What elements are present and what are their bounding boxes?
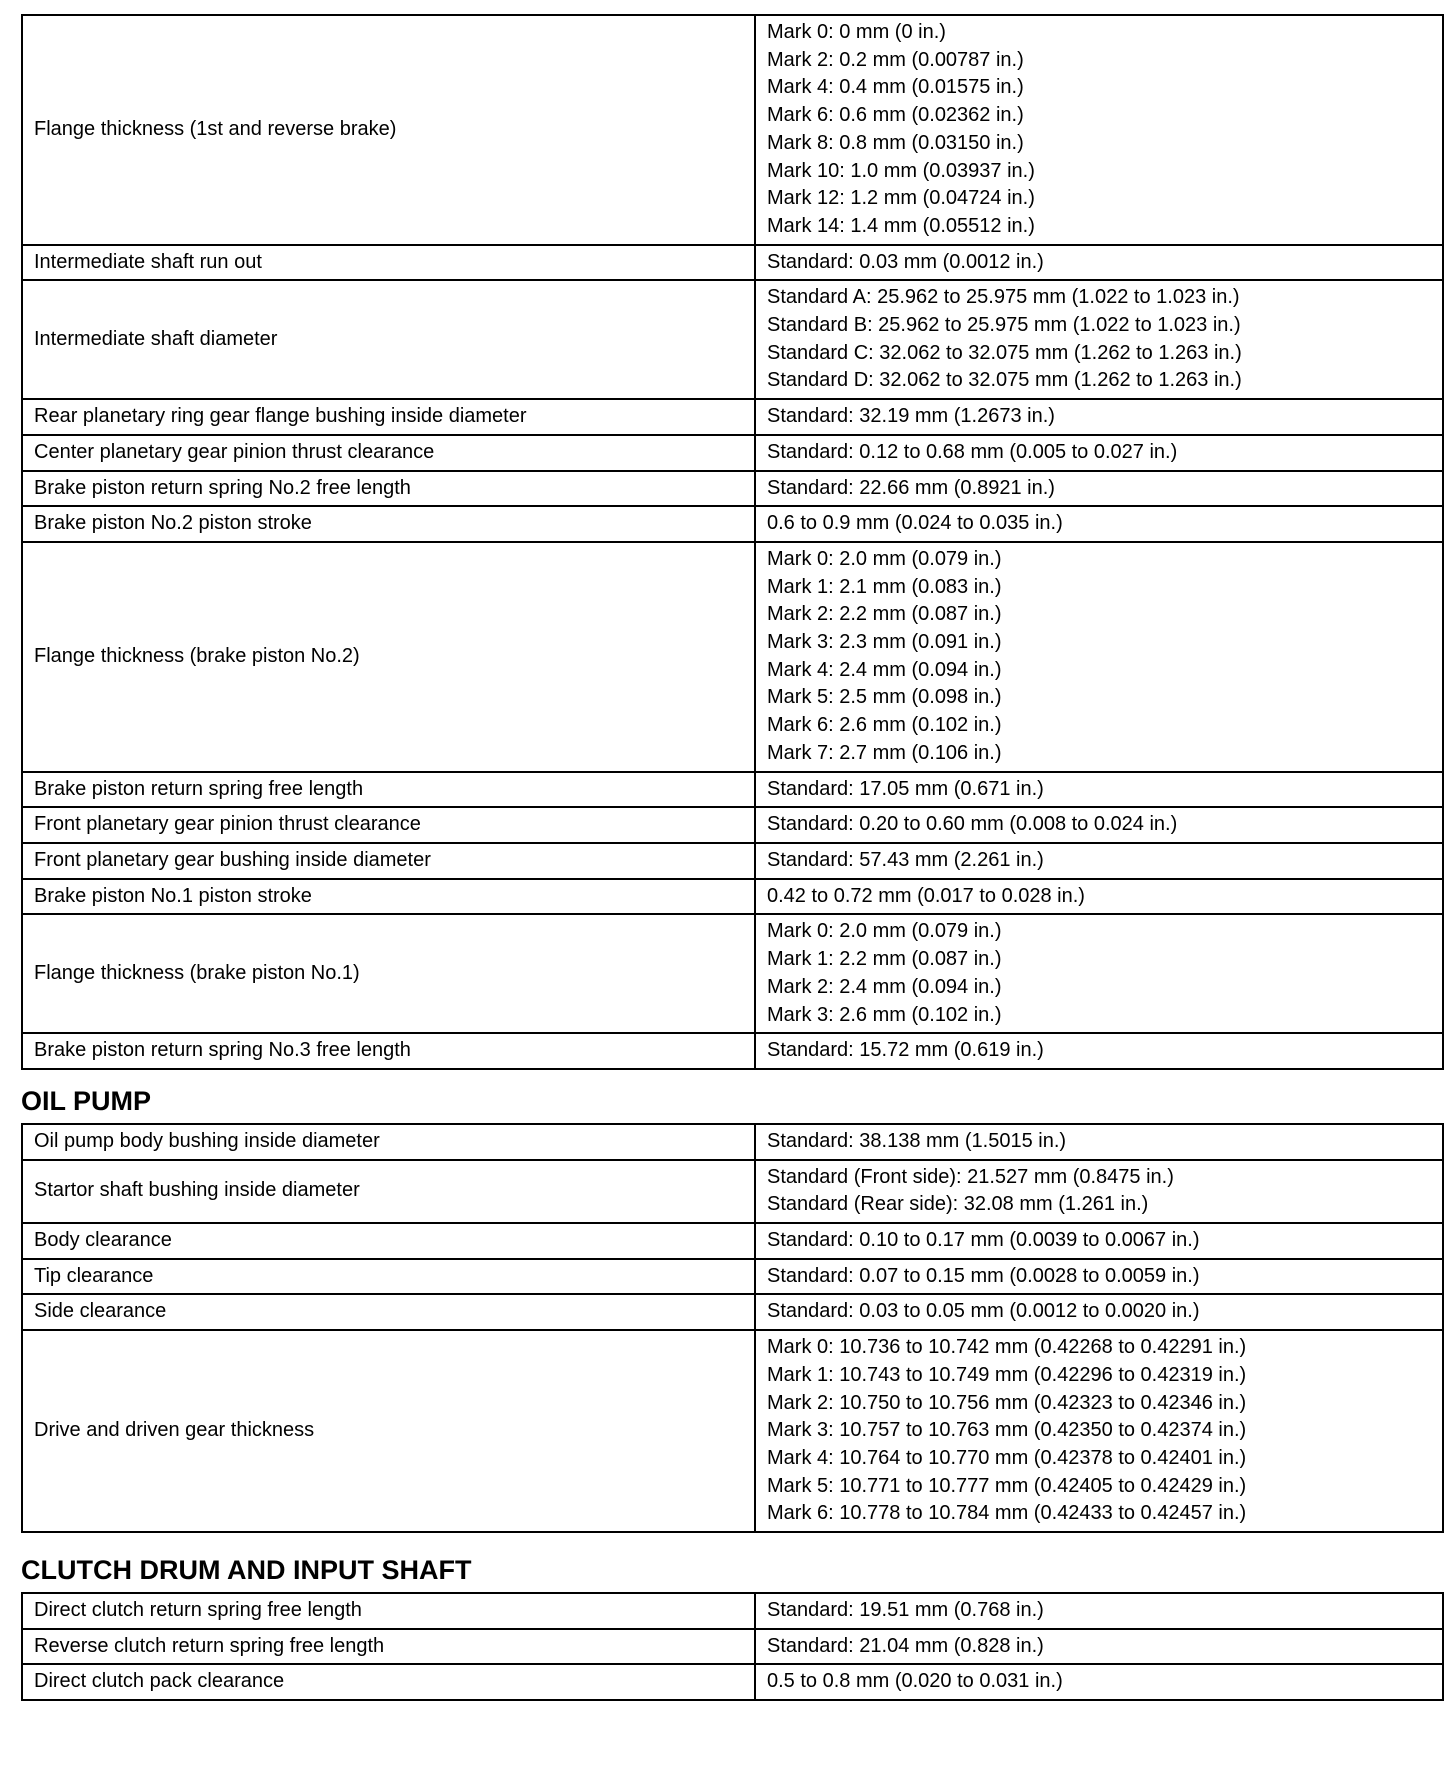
spec-value-line: Mark 10: 1.0 mm (0.03937 in.): [767, 159, 1035, 182]
spec-value-line: Mark 4: 0.4 mm (0.01575 in.): [767, 76, 1024, 99]
spec-row: [22, 1033, 1443, 1069]
spec-item-label: Brake piston return spring No.2 free length: [22, 471, 755, 507]
spec-value-line: Mark 5: 10.771 to 10.777 mm (0.42405 to 0.42429 in.): [767, 1474, 1247, 1497]
spec-table-body: [22, 15, 1443, 1069]
spec-row: [22, 280, 1443, 399]
spec-row: [22, 15, 1443, 245]
spec-item-value: [755, 1629, 1443, 1665]
spec-value-line: Standard (Rear side): 32.08 mm (1.261 in.): [767, 1193, 1149, 1216]
spec-item-label: Body clearance: [22, 1223, 755, 1259]
spec-item-label: Rear planetary ring gear flange bushing inside diameter: [22, 399, 755, 435]
spec-value-line: Mark 0: 10.736 to 10.742 mm (0.42268 to 0.42291 in.): [767, 1336, 1247, 1359]
spec-item-label: Brake piston return spring free length: [22, 772, 755, 808]
spec-item-label: Brake piston No.2 piston stroke: [22, 506, 755, 542]
spec-item-label: Flange thickness (brake piston No.1): [22, 914, 755, 1033]
spec-item-value: [755, 1664, 1443, 1700]
spec-item-value: [755, 15, 1443, 245]
spec-value-line: Mark 8: 0.8 mm (0.03150 in.): [767, 131, 1024, 154]
spec-value-line: Mark 14: 1.4 mm (0.05512 in.): [767, 214, 1035, 237]
spec-value-line: Mark 6: 2.6 mm (0.102 in.): [767, 714, 1002, 737]
spec-item-value: [755, 1593, 1443, 1629]
spec-value-line: Standard: 0.12 to 0.68 mm (0.005 to 0.027 in.): [767, 440, 1178, 463]
spec-value-line: Mark 4: 10.764 to 10.770 mm (0.42378 to 0.42401 in.): [767, 1446, 1247, 1469]
spec-item-value: [755, 245, 1443, 281]
spec-item-value: [755, 772, 1443, 808]
spec-value-line: Mark 2: 2.2 mm (0.087 in.): [767, 603, 1002, 626]
spec-item-label: Reverse clutch return spring free length: [22, 1629, 755, 1665]
spec-value-line: 0.5 to 0.8 mm (0.020 to 0.031 in.): [767, 1670, 1063, 1693]
section-heading-clutch-drum: CLUTCH DRUM AND INPUT SHAFT: [21, 1555, 472, 1586]
spec-value-line: 0.6 to 0.9 mm (0.024 to 0.035 in.): [767, 512, 1063, 535]
spec-item-label: Side clearance: [22, 1294, 755, 1330]
spec-item-value: [755, 1160, 1443, 1223]
spec-item-value: [755, 1259, 1443, 1295]
spec-value-line: 0.42 to 0.72 mm (0.017 to 0.028 in.): [767, 884, 1085, 907]
spec-item-value: [755, 879, 1443, 915]
spec-value-line: Mark 0: 2.0 mm (0.079 in.): [767, 920, 1002, 943]
spec-item-value: [755, 435, 1443, 471]
spec-item-value: [755, 914, 1443, 1033]
spec-row: [22, 1294, 1443, 1330]
spec-value-line: Standard: 32.19 mm (1.2673 in.): [767, 405, 1055, 428]
spec-item-value: [755, 1223, 1443, 1259]
spec-value-line: Mark 7: 2.7 mm (0.106 in.): [767, 741, 1002, 764]
spec-item-label: Intermediate shaft run out: [22, 245, 755, 281]
spec-item-value: [755, 280, 1443, 399]
spec-row: [22, 435, 1443, 471]
spec-item-label: Oil pump body bushing inside diameter: [22, 1124, 755, 1160]
spec-value-line: Mark 0: 2.0 mm (0.079 in.): [767, 547, 1002, 570]
spec-item-label: Brake piston return spring No.3 free length: [22, 1033, 755, 1069]
spec-row: [22, 471, 1443, 507]
spec-item-value: [755, 542, 1443, 772]
spec-row: [22, 843, 1443, 879]
spec-value-line: Standard: 17.05 mm (0.671 in.): [767, 777, 1044, 800]
section-heading-oil-pump: OIL PUMP: [21, 1085, 152, 1116]
spec-item-value: [755, 843, 1443, 879]
spec-row: [22, 914, 1443, 1033]
spec-value-line: Mark 5: 2.5 mm (0.098 in.): [767, 686, 1002, 709]
spec-value-line: Standard: 15.72 mm (0.619 in.): [767, 1039, 1044, 1062]
spec-row: [22, 1124, 1443, 1160]
spec-item-label: Flange thickness (brake piston No.2): [22, 542, 755, 772]
spec-value-line: Standard: 19.51 mm (0.768 in.): [767, 1599, 1044, 1622]
spec-item-label: Flange thickness (1st and reverse brake): [22, 15, 755, 245]
spec-value-line: Standard: 0.07 to 0.15 mm (0.0028 to 0.0059 in.): [767, 1264, 1200, 1287]
spec-value-line: Mark 6: 0.6 mm (0.02362 in.): [767, 104, 1024, 127]
spec-item-label: Center planetary gear pinion thrust clearance: [22, 435, 755, 471]
spec-value-line: Mark 1: 2.1 mm (0.083 in.): [767, 575, 1002, 598]
spec-table-oil-pump: [21, 1123, 1444, 1533]
spec-table-body: [22, 1124, 1443, 1532]
spec-value-line: Standard: 0.10 to 0.17 mm (0.0039 to 0.0067 in.): [767, 1229, 1200, 1252]
spec-value-line: Standard: 38.138 mm (1.5015 in.): [767, 1129, 1067, 1152]
spec-row: [22, 1160, 1443, 1223]
spec-item-value: [755, 1033, 1443, 1069]
spec-value-line: Mark 2: 0.2 mm (0.00787 in.): [767, 48, 1024, 71]
spec-value-line: Standard C: 32.062 to 32.075 mm (1.262 to 1.263 in.): [767, 341, 1242, 364]
spec-page: [21, 14, 1444, 1701]
spec-value-line: Standard B: 25.962 to 25.975 mm (1.022 to 1.023 in.): [767, 314, 1241, 337]
spec-item-label: Brake piston No.1 piston stroke: [22, 879, 755, 915]
spec-row: [22, 1223, 1443, 1259]
spec-row: [22, 542, 1443, 772]
spec-value-line: Mark 6: 10.778 to 10.784 mm (0.42433 to 0.42457 in.): [767, 1502, 1247, 1525]
spec-table-clutch-drum: [21, 1592, 1444, 1701]
spec-value-line: Standard: 0.03 mm (0.0012 in.): [767, 250, 1044, 273]
spec-item-label: Tip clearance: [22, 1259, 755, 1295]
spec-value-line: Standard D: 32.062 to 32.075 mm (1.262 to 1.263 in.): [767, 369, 1242, 392]
spec-item-value: [755, 399, 1443, 435]
spec-row: [22, 879, 1443, 915]
spec-table-brakes: [21, 14, 1444, 1070]
spec-value-line: Mark 3: 2.6 mm (0.102 in.): [767, 1003, 1002, 1026]
spec-value-line: Mark 4: 2.4 mm (0.094 in.): [767, 658, 1002, 681]
spec-value-line: Standard: 22.66 mm (0.8921 in.): [767, 476, 1055, 499]
spec-item-label: Direct clutch pack clearance: [22, 1664, 755, 1700]
spec-row: [22, 399, 1443, 435]
spec-row: [22, 1629, 1443, 1665]
spec-value-line: Standard: 0.20 to 0.60 mm (0.008 to 0.024 in.): [767, 813, 1178, 836]
spec-item-label: Front planetary gear pinion thrust clearance: [22, 807, 755, 843]
spec-table-body: [22, 1593, 1443, 1700]
spec-item-label: Intermediate shaft diameter: [22, 280, 755, 399]
spec-value-line: Standard: 0.03 to 0.05 mm (0.0012 to 0.0020 in.): [767, 1300, 1200, 1323]
spec-row: [22, 245, 1443, 281]
spec-item-label: Direct clutch return spring free length: [22, 1593, 755, 1629]
spec-item-label: Front planetary gear bushing inside diameter: [22, 843, 755, 879]
spec-value-line: Standard: 57.43 mm (2.261 in.): [767, 848, 1044, 871]
spec-item-value: [755, 807, 1443, 843]
spec-value-line: Mark 12: 1.2 mm (0.04724 in.): [767, 187, 1035, 210]
spec-item-value: [755, 1330, 1443, 1532]
spec-value-line: Standard (Front side): 21.527 mm (0.8475 in.): [767, 1165, 1174, 1188]
spec-value-line: Mark 1: 2.2 mm (0.087 in.): [767, 948, 1002, 971]
spec-item-value: [755, 1124, 1443, 1160]
spec-row: [22, 772, 1443, 808]
spec-row: [22, 1664, 1443, 1700]
spec-row: [22, 807, 1443, 843]
spec-value-line: Standard A: 25.962 to 25.975 mm (1.022 to 1.023 in.): [767, 286, 1240, 309]
spec-item-label: Drive and driven gear thickness: [22, 1330, 755, 1532]
spec-value-line: Standard: 21.04 mm (0.828 in.): [767, 1634, 1044, 1657]
spec-value-line: Mark 1: 10.743 to 10.749 mm (0.42296 to 0.42319 in.): [767, 1363, 1247, 1386]
spec-value-line: Mark 0: 0 mm (0 in.): [767, 21, 946, 43]
spec-value-line: Mark 2: 10.750 to 10.756 mm (0.42323 to 0.42346 in.): [767, 1391, 1247, 1414]
spec-row: [22, 1259, 1443, 1295]
spec-row: [22, 506, 1443, 542]
spec-item-value: [755, 471, 1443, 507]
spec-row: [22, 1593, 1443, 1629]
spec-value-line: Mark 3: 2.3 mm (0.091 in.): [767, 631, 1002, 654]
spec-row: [22, 1330, 1443, 1532]
spec-item-label: Startor shaft bushing inside diameter: [22, 1160, 755, 1223]
spec-value-line: Mark 3: 10.757 to 10.763 mm (0.42350 to 0.42374 in.): [767, 1419, 1247, 1442]
spec-item-value: [755, 1294, 1443, 1330]
spec-item-value: [755, 506, 1443, 542]
spec-value-line: Mark 2: 2.4 mm (0.094 in.): [767, 975, 1002, 998]
